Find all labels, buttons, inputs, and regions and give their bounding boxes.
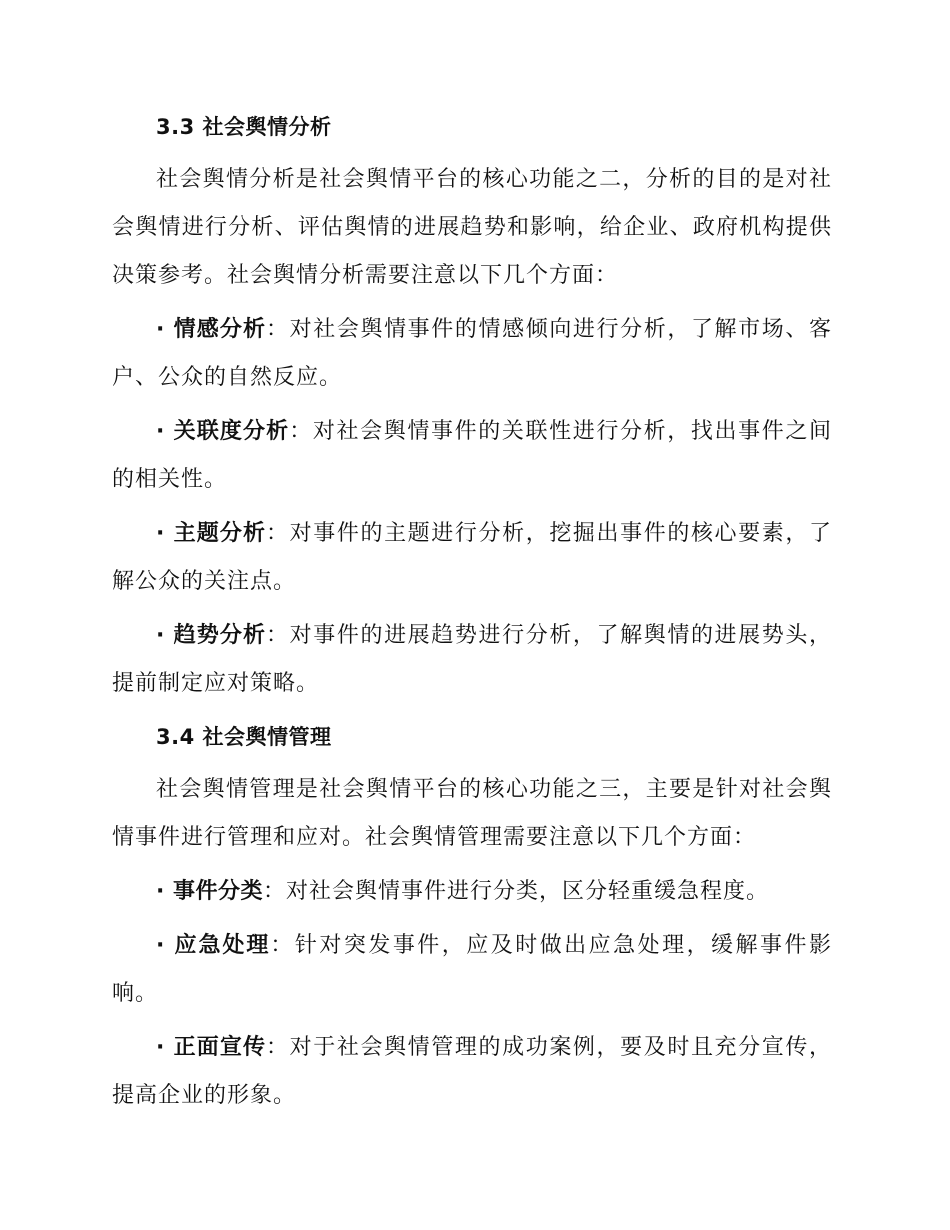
bullet-label: · 趋势分析	[156, 623, 267, 648]
bullet-item-event-classification	[112, 868, 832, 916]
bullet-item-trend-analysis	[112, 612, 832, 708]
bullet-text: ：对事件的进展趋势进行分析，了解舆情的进展势头，提前制定应对策略。	[112, 623, 832, 696]
bullet-label: · 正面宣传	[156, 1035, 267, 1060]
bullet-label: · 情感分析	[156, 317, 267, 342]
bullet-text: ：对事件的主题进行分析，挖掘出事件的核心要素，了解公众的关注点。	[112, 521, 832, 594]
bullet-item-correlation-analysis	[112, 408, 832, 504]
bullet-text: ：对社会舆情事件进行分类，区分轻重缓急程度。	[263, 879, 770, 904]
bullet-text: ：对社会舆情事件的情感倾向进行分析，了解市场、客户、公众的自然反应。	[112, 317, 832, 390]
bullet-label: · 事件分类	[156, 879, 264, 904]
section-heading-3-4: 3.4 社会舆情管理	[156, 725, 332, 749]
bullet-item-emergency-handling	[112, 922, 832, 1018]
bullet-label: · 应急处理	[156, 933, 271, 958]
bullet-text: ：对社会舆情事件的关联性进行分析，找出事件之间的相关性。	[112, 419, 832, 492]
bullet-label: · 关联度分析	[156, 419, 290, 444]
bullet-label: · 主题分析	[156, 521, 267, 546]
document-body	[112, 112, 832, 1120]
section-intro-3-3: 社会舆情分析是社会舆情平台的核心功能之二，分析的目的是对社会舆情进行分析、评估舆情的进展趋势和影响，给企业、政府机构提供决策参考。社会舆情分析需要注意以下几个方面：	[112, 167, 832, 288]
bullet-text: ：针对突发事件，应及时做出应急处理，缓解事件影响。	[112, 933, 832, 1006]
bullet-item-sentiment-analysis	[112, 306, 832, 402]
bullet-item-positive-publicity	[112, 1024, 832, 1120]
section-heading-3-3: 3.3 社会舆情分析	[156, 115, 332, 139]
bullet-item-topic-analysis	[112, 510, 832, 606]
section-intro-3-4: 社会舆情管理是社会舆情平台的核心功能之三，主要是针对社会舆情事件进行管理和应对。社会舆情管理需要注意以下几个方面：	[112, 777, 832, 850]
bullet-text: ：对于社会舆情管理的成功案例，要及时且充分宣传，提高企业的形象。	[112, 1035, 832, 1108]
